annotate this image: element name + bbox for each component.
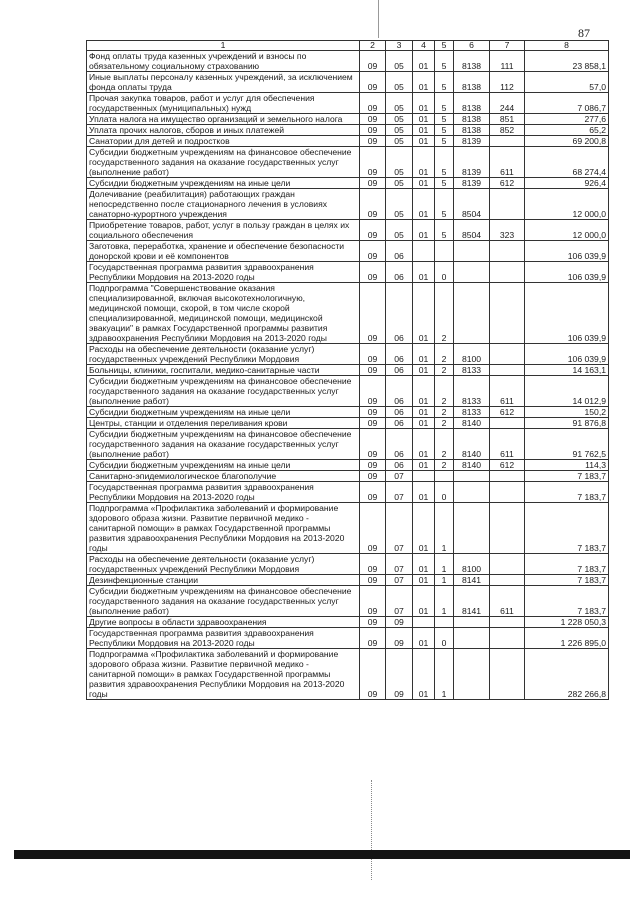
table-row bbox=[87, 51, 609, 72]
row-code-cell bbox=[435, 617, 454, 628]
row-code-cell: 2 bbox=[435, 365, 454, 376]
row-code-cell: 612 bbox=[490, 407, 525, 418]
table-row bbox=[87, 344, 609, 365]
row-code-cell: 09 bbox=[360, 554, 386, 575]
scan-bottom-edge bbox=[14, 850, 630, 859]
row-code-cell bbox=[490, 136, 525, 147]
row-code-cell bbox=[490, 482, 525, 503]
row-code-cell: 8100 bbox=[454, 344, 490, 365]
row-amount-cell: 114,3 bbox=[525, 460, 609, 471]
row-code-cell: 5 bbox=[435, 125, 454, 136]
row-amount-cell: 91 876,8 bbox=[525, 418, 609, 429]
row-code-cell bbox=[454, 503, 490, 554]
column-header: 7 bbox=[490, 41, 525, 51]
row-name-cell: Субсидии бюджетным учреждениям на финансовое обеспечение государственного задания на оказание государственных услуг (выполнение работ) bbox=[87, 147, 360, 178]
row-code-cell: 09 bbox=[360, 586, 386, 617]
row-name-cell: Больницы, клиники, госпитали, медико-санитарные части bbox=[87, 365, 360, 376]
row-code-cell bbox=[490, 649, 525, 700]
row-code-cell bbox=[490, 617, 525, 628]
row-code-cell bbox=[454, 649, 490, 700]
row-amount-cell: 23 858,1 bbox=[525, 51, 609, 72]
table-row bbox=[87, 136, 609, 147]
row-name-cell: Иные выплаты персоналу казенных учреждений, за исключением фонда оплаты труда bbox=[87, 72, 360, 93]
row-code-cell: 06 bbox=[386, 429, 413, 460]
row-amount-cell: 7 183,7 bbox=[525, 471, 609, 482]
row-code-cell: 2 bbox=[435, 460, 454, 471]
row-amount-cell: 7 086,7 bbox=[525, 93, 609, 114]
row-code-cell: 09 bbox=[386, 649, 413, 700]
row-name-cell: Подпрограмма «Профилактика заболеваний и формирование здорового образа жизни. Развитие первичной медико - санитарной помощи» в рамках Государственной программы развития здравоохранения Республики Мордовия на 2013-2020 годы bbox=[87, 649, 360, 700]
row-code-cell: 01 bbox=[413, 93, 435, 114]
row-code-cell bbox=[413, 617, 435, 628]
budget-table bbox=[86, 40, 609, 700]
row-code-cell: 05 bbox=[386, 178, 413, 189]
row-code-cell: 01 bbox=[413, 503, 435, 554]
page-number: 87 bbox=[578, 26, 590, 40]
row-code-cell: 01 bbox=[413, 178, 435, 189]
row-code-cell bbox=[490, 418, 525, 429]
row-code-cell bbox=[490, 471, 525, 482]
row-code-cell: 5 bbox=[435, 189, 454, 220]
row-code-cell: 851 bbox=[490, 114, 525, 125]
row-amount-cell: 69 200,8 bbox=[525, 136, 609, 147]
row-code-cell: 8138 bbox=[454, 93, 490, 114]
row-code-cell: 09 bbox=[360, 418, 386, 429]
row-code-cell: 05 bbox=[386, 147, 413, 178]
row-code-cell: 612 bbox=[490, 460, 525, 471]
row-code-cell: 8141 bbox=[454, 575, 490, 586]
row-code-cell bbox=[454, 471, 490, 482]
row-name-cell: Субсидии бюджетным учреждениям на иные цели bbox=[87, 178, 360, 189]
row-name-cell: Государственная программа развития здравоохранения Республики Мордовия на 2013-2020 годы bbox=[87, 628, 360, 649]
row-code-cell: 09 bbox=[360, 649, 386, 700]
row-code-cell: 09 bbox=[386, 628, 413, 649]
row-name-cell: Субсидии бюджетным учреждениям на иные цели bbox=[87, 460, 360, 471]
row-code-cell: 8140 bbox=[454, 429, 490, 460]
table-row bbox=[87, 72, 609, 93]
row-code-cell: 01 bbox=[413, 125, 435, 136]
table-row bbox=[87, 241, 609, 262]
scan-fold-mark bbox=[371, 780, 373, 880]
row-code-cell bbox=[490, 344, 525, 365]
table-row bbox=[87, 376, 609, 407]
row-amount-cell: 7 183,7 bbox=[525, 586, 609, 617]
table-row bbox=[87, 628, 609, 649]
row-code-cell bbox=[435, 241, 454, 262]
table-row bbox=[87, 649, 609, 700]
row-code-cell: 09 bbox=[360, 617, 386, 628]
row-code-cell: 8138 bbox=[454, 125, 490, 136]
row-code-cell: 01 bbox=[413, 136, 435, 147]
table-row bbox=[87, 418, 609, 429]
row-amount-cell: 57,0 bbox=[525, 72, 609, 93]
table-row bbox=[87, 114, 609, 125]
row-code-cell bbox=[454, 617, 490, 628]
row-code-cell: 0 bbox=[435, 628, 454, 649]
row-code-cell bbox=[490, 503, 525, 554]
table-row bbox=[87, 482, 609, 503]
scan-fold-mark bbox=[378, 0, 380, 38]
column-header: 8 bbox=[525, 41, 609, 51]
row-code-cell: 2 bbox=[435, 376, 454, 407]
row-code-cell: 06 bbox=[386, 460, 413, 471]
row-code-cell: 2 bbox=[435, 418, 454, 429]
row-code-cell: 06 bbox=[386, 418, 413, 429]
row-name-cell: Государственная программа развития здравоохранения Республики Мордовия на 2013-2020 годы bbox=[87, 262, 360, 283]
row-code-cell: 0 bbox=[435, 262, 454, 283]
table-row bbox=[87, 575, 609, 586]
row-code-cell: 5 bbox=[435, 136, 454, 147]
row-amount-cell: 7 183,7 bbox=[525, 503, 609, 554]
row-amount-cell: 68 274,4 bbox=[525, 147, 609, 178]
row-amount-cell: 277,6 bbox=[525, 114, 609, 125]
row-code-cell: 5 bbox=[435, 178, 454, 189]
row-name-cell: Дезинфекционные станции bbox=[87, 575, 360, 586]
row-code-cell: 8138 bbox=[454, 114, 490, 125]
row-code-cell: 01 bbox=[413, 460, 435, 471]
table-row bbox=[87, 586, 609, 617]
row-code-cell: 2 bbox=[435, 283, 454, 344]
row-name-cell: Расходы на обеспечение деятельности (оказание услуг) государственных учреждений Республики Мордовия bbox=[87, 344, 360, 365]
row-code-cell: 8139 bbox=[454, 178, 490, 189]
row-code-cell: 8133 bbox=[454, 407, 490, 418]
table-row bbox=[87, 262, 609, 283]
row-code-cell: 8141 bbox=[454, 586, 490, 617]
row-name-cell: Уплата налога на имущество организаций и земельного налога bbox=[87, 114, 360, 125]
row-code-cell: 07 bbox=[386, 575, 413, 586]
row-code-cell: 07 bbox=[386, 471, 413, 482]
row-code-cell: 01 bbox=[413, 114, 435, 125]
row-code-cell: 01 bbox=[413, 575, 435, 586]
row-code-cell: 611 bbox=[490, 586, 525, 617]
row-code-cell: 05 bbox=[386, 93, 413, 114]
table-row bbox=[87, 617, 609, 628]
row-code-cell: 09 bbox=[360, 471, 386, 482]
row-name-cell: Санитарно-эпидемиологическое благополучие bbox=[87, 471, 360, 482]
row-code-cell: 1 bbox=[435, 554, 454, 575]
row-amount-cell: 7 183,7 bbox=[525, 575, 609, 586]
row-code-cell: 112 bbox=[490, 72, 525, 93]
row-code-cell: 01 bbox=[413, 376, 435, 407]
table-row bbox=[87, 283, 609, 344]
row-amount-cell: 14 012,9 bbox=[525, 376, 609, 407]
row-code-cell: 09 bbox=[360, 220, 386, 241]
row-name-cell: Расходы на обеспечение деятельности (оказание услуг) государственных учреждений Республики Мордовия bbox=[87, 554, 360, 575]
row-code-cell bbox=[490, 283, 525, 344]
row-code-cell: 09 bbox=[360, 344, 386, 365]
row-code-cell bbox=[454, 262, 490, 283]
row-code-cell: 8133 bbox=[454, 376, 490, 407]
row-code-cell: 611 bbox=[490, 376, 525, 407]
row-code-cell bbox=[490, 575, 525, 586]
row-amount-cell: 7 183,7 bbox=[525, 554, 609, 575]
row-code-cell: 07 bbox=[386, 482, 413, 503]
row-code-cell: 5 bbox=[435, 147, 454, 178]
row-code-cell: 06 bbox=[386, 283, 413, 344]
row-code-cell bbox=[490, 628, 525, 649]
row-code-cell: 01 bbox=[413, 554, 435, 575]
row-code-cell: 06 bbox=[386, 365, 413, 376]
budget-table-sheet bbox=[86, 40, 608, 700]
row-code-cell: 05 bbox=[386, 220, 413, 241]
table-row bbox=[87, 93, 609, 114]
row-code-cell: 01 bbox=[413, 220, 435, 241]
row-code-cell: 09 bbox=[360, 365, 386, 376]
row-name-cell: Центры, станции и отделения переливания крови bbox=[87, 418, 360, 429]
table-row bbox=[87, 460, 609, 471]
row-code-cell: 323 bbox=[490, 220, 525, 241]
row-amount-cell: 106 039,9 bbox=[525, 262, 609, 283]
row-code-cell: 06 bbox=[386, 241, 413, 262]
row-code-cell: 01 bbox=[413, 72, 435, 93]
row-name-cell: Приобретение товаров, работ, услуг в пользу граждан в целях их социального обеспечения bbox=[87, 220, 360, 241]
row-code-cell bbox=[490, 241, 525, 262]
row-code-cell: 111 bbox=[490, 51, 525, 72]
row-code-cell bbox=[490, 365, 525, 376]
row-code-cell: 09 bbox=[360, 262, 386, 283]
row-amount-cell: 1 228 050,3 bbox=[525, 617, 609, 628]
row-code-cell: 01 bbox=[413, 482, 435, 503]
row-amount-cell: 106 039,9 bbox=[525, 241, 609, 262]
row-amount-cell: 1 226 895,0 bbox=[525, 628, 609, 649]
column-header: 4 bbox=[413, 41, 435, 51]
row-code-cell: 5 bbox=[435, 72, 454, 93]
header-row bbox=[87, 41, 609, 51]
row-name-cell: Государственная программа развития здравоохранения Республики Мордовия на 2013-2020 годы bbox=[87, 482, 360, 503]
row-code-cell: 1 bbox=[435, 503, 454, 554]
row-code-cell: 5 bbox=[435, 51, 454, 72]
row-code-cell: 01 bbox=[413, 189, 435, 220]
row-amount-cell: 106 039,9 bbox=[525, 283, 609, 344]
column-header: 1 bbox=[87, 41, 360, 51]
row-code-cell bbox=[490, 262, 525, 283]
row-code-cell: 09 bbox=[360, 628, 386, 649]
row-code-cell bbox=[490, 554, 525, 575]
row-code-cell: 01 bbox=[413, 283, 435, 344]
row-code-cell: 01 bbox=[413, 262, 435, 283]
row-code-cell: 09 bbox=[360, 503, 386, 554]
row-name-cell: Другие вопросы в области здравоохранения bbox=[87, 617, 360, 628]
row-name-cell: Субсидии бюджетным учреждениям на иные цели bbox=[87, 407, 360, 418]
row-code-cell: 06 bbox=[386, 407, 413, 418]
table-body bbox=[87, 51, 609, 700]
row-code-cell: 06 bbox=[386, 262, 413, 283]
row-name-cell: Заготовка, переработка, хранение и обеспечение безопасности донорской крови и её компонентов bbox=[87, 241, 360, 262]
table-row bbox=[87, 365, 609, 376]
row-name-cell: Уплата прочих налогов, сборов и иных платежей bbox=[87, 125, 360, 136]
row-code-cell: 8100 bbox=[454, 554, 490, 575]
row-amount-cell: 65,2 bbox=[525, 125, 609, 136]
row-code-cell: 1 bbox=[435, 575, 454, 586]
row-code-cell bbox=[435, 471, 454, 482]
table-row bbox=[87, 554, 609, 575]
row-code-cell: 06 bbox=[386, 344, 413, 365]
row-name-cell: Подпрограмма «Профилактика заболеваний и формирование здорового образа жизни. Развитие первичной медико - санитарной помощи» в рамках Государственной программы развития здравоохранения Республики Мордовия на 2013-2020 годы bbox=[87, 503, 360, 554]
row-code-cell: 05 bbox=[386, 136, 413, 147]
row-code-cell: 01 bbox=[413, 407, 435, 418]
row-code-cell: 8140 bbox=[454, 460, 490, 471]
row-code-cell: 09 bbox=[360, 72, 386, 93]
row-code-cell: 09 bbox=[360, 376, 386, 407]
row-code-cell: 612 bbox=[490, 178, 525, 189]
table-row bbox=[87, 125, 609, 136]
row-code-cell: 611 bbox=[490, 147, 525, 178]
row-name-cell: Субсидии бюджетным учреждениям на финансовое обеспечение государственного задания на оказание государственных услуг (выполнение работ) bbox=[87, 429, 360, 460]
row-code-cell: 01 bbox=[413, 51, 435, 72]
row-code-cell bbox=[413, 241, 435, 262]
row-code-cell bbox=[490, 189, 525, 220]
row-code-cell: 5 bbox=[435, 93, 454, 114]
row-amount-cell: 7 183,7 bbox=[525, 482, 609, 503]
table-row bbox=[87, 220, 609, 241]
table-row bbox=[87, 407, 609, 418]
row-code-cell: 1 bbox=[435, 586, 454, 617]
row-code-cell: 2 bbox=[435, 344, 454, 365]
row-code-cell: 09 bbox=[360, 93, 386, 114]
row-code-cell bbox=[454, 628, 490, 649]
row-code-cell: 01 bbox=[413, 429, 435, 460]
row-amount-cell: 282 266,8 bbox=[525, 649, 609, 700]
row-code-cell: 05 bbox=[386, 114, 413, 125]
row-code-cell: 09 bbox=[360, 125, 386, 136]
table-row bbox=[87, 189, 609, 220]
row-name-cell: Подпрограмма "Совершенствование оказания специализированной, включая высокотехнологичную, медицинской помощи, скорой, в том числе скорой специализированной, медицинской помощи, медицинской эвакуации" в рамках Государственной программы развития здравоохранения Республики Мордовия на 2013-2020 годы bbox=[87, 283, 360, 344]
row-name-cell: Фонд оплаты труда казенных учреждений и взносы по обязательному социальному страхованию bbox=[87, 51, 360, 72]
row-code-cell bbox=[413, 471, 435, 482]
table-row bbox=[87, 429, 609, 460]
row-amount-cell: 14 163,1 bbox=[525, 365, 609, 376]
row-code-cell: 07 bbox=[386, 586, 413, 617]
row-code-cell bbox=[454, 241, 490, 262]
row-amount-cell: 150,2 bbox=[525, 407, 609, 418]
row-code-cell: 06 bbox=[386, 376, 413, 407]
row-code-cell: 852 bbox=[490, 125, 525, 136]
table-row bbox=[87, 178, 609, 189]
row-code-cell: 01 bbox=[413, 628, 435, 649]
row-code-cell: 05 bbox=[386, 125, 413, 136]
row-code-cell: 09 bbox=[360, 189, 386, 220]
row-code-cell: 8139 bbox=[454, 136, 490, 147]
row-code-cell: 09 bbox=[386, 617, 413, 628]
row-code-cell: 8138 bbox=[454, 51, 490, 72]
row-amount-cell: 926,4 bbox=[525, 178, 609, 189]
row-code-cell: 8139 bbox=[454, 147, 490, 178]
row-code-cell: 09 bbox=[360, 147, 386, 178]
row-code-cell: 8138 bbox=[454, 72, 490, 93]
row-code-cell: 05 bbox=[386, 189, 413, 220]
row-code-cell: 09 bbox=[360, 241, 386, 262]
row-code-cell: 8504 bbox=[454, 220, 490, 241]
table-row bbox=[87, 147, 609, 178]
table-row bbox=[87, 471, 609, 482]
row-code-cell: 05 bbox=[386, 72, 413, 93]
row-name-cell: Долечивание (реабилитация) работающих граждан непосредственно после стационарного лечения в условиях санаторно-курортного учреждения bbox=[87, 189, 360, 220]
column-header: 2 bbox=[360, 41, 386, 51]
row-amount-cell: 12 000,0 bbox=[525, 220, 609, 241]
row-code-cell: 0 bbox=[435, 482, 454, 503]
row-code-cell: 8504 bbox=[454, 189, 490, 220]
row-name-cell: Санатории для детей и подростков bbox=[87, 136, 360, 147]
column-header: 3 bbox=[386, 41, 413, 51]
row-name-cell: Субсидии бюджетным учреждениям на финансовое обеспечение государственного задания на оказание государственных услуг (выполнение работ) bbox=[87, 376, 360, 407]
table-row bbox=[87, 503, 609, 554]
column-header: 6 bbox=[454, 41, 490, 51]
row-code-cell: 01 bbox=[413, 418, 435, 429]
row-code-cell: 09 bbox=[360, 136, 386, 147]
row-code-cell: 2 bbox=[435, 407, 454, 418]
row-code-cell: 01 bbox=[413, 344, 435, 365]
row-code-cell: 01 bbox=[413, 147, 435, 178]
row-code-cell: 07 bbox=[386, 554, 413, 575]
row-code-cell bbox=[454, 482, 490, 503]
row-amount-cell: 106 039,9 bbox=[525, 344, 609, 365]
row-code-cell: 09 bbox=[360, 575, 386, 586]
row-code-cell: 244 bbox=[490, 93, 525, 114]
row-code-cell: 5 bbox=[435, 220, 454, 241]
row-code-cell: 05 bbox=[386, 51, 413, 72]
row-code-cell: 09 bbox=[360, 407, 386, 418]
row-code-cell: 1 bbox=[435, 649, 454, 700]
row-code-cell: 611 bbox=[490, 429, 525, 460]
row-code-cell: 07 bbox=[386, 503, 413, 554]
row-code-cell: 01 bbox=[413, 586, 435, 617]
row-amount-cell: 91 762,5 bbox=[525, 429, 609, 460]
row-code-cell: 09 bbox=[360, 114, 386, 125]
row-name-cell: Прочая закупка товаров, работ и услуг для обеспечения государственных (муниципальных) нужд bbox=[87, 93, 360, 114]
row-code-cell: 8133 bbox=[454, 365, 490, 376]
row-code-cell: 5 bbox=[435, 114, 454, 125]
column-header: 5 bbox=[435, 41, 454, 51]
row-code-cell: 09 bbox=[360, 460, 386, 471]
row-code-cell bbox=[454, 283, 490, 344]
row-code-cell: 09 bbox=[360, 178, 386, 189]
row-code-cell: 01 bbox=[413, 365, 435, 376]
row-code-cell: 2 bbox=[435, 429, 454, 460]
row-code-cell: 09 bbox=[360, 482, 386, 503]
row-code-cell: 09 bbox=[360, 429, 386, 460]
row-code-cell: 01 bbox=[413, 649, 435, 700]
row-amount-cell: 12 000,0 bbox=[525, 189, 609, 220]
row-code-cell: 8140 bbox=[454, 418, 490, 429]
row-name-cell: Субсидии бюджетным учреждениям на финансовое обеспечение государственного задания на оказание государственных услуг (выполнение работ) bbox=[87, 586, 360, 617]
row-code-cell: 09 bbox=[360, 51, 386, 72]
row-code-cell: 09 bbox=[360, 283, 386, 344]
